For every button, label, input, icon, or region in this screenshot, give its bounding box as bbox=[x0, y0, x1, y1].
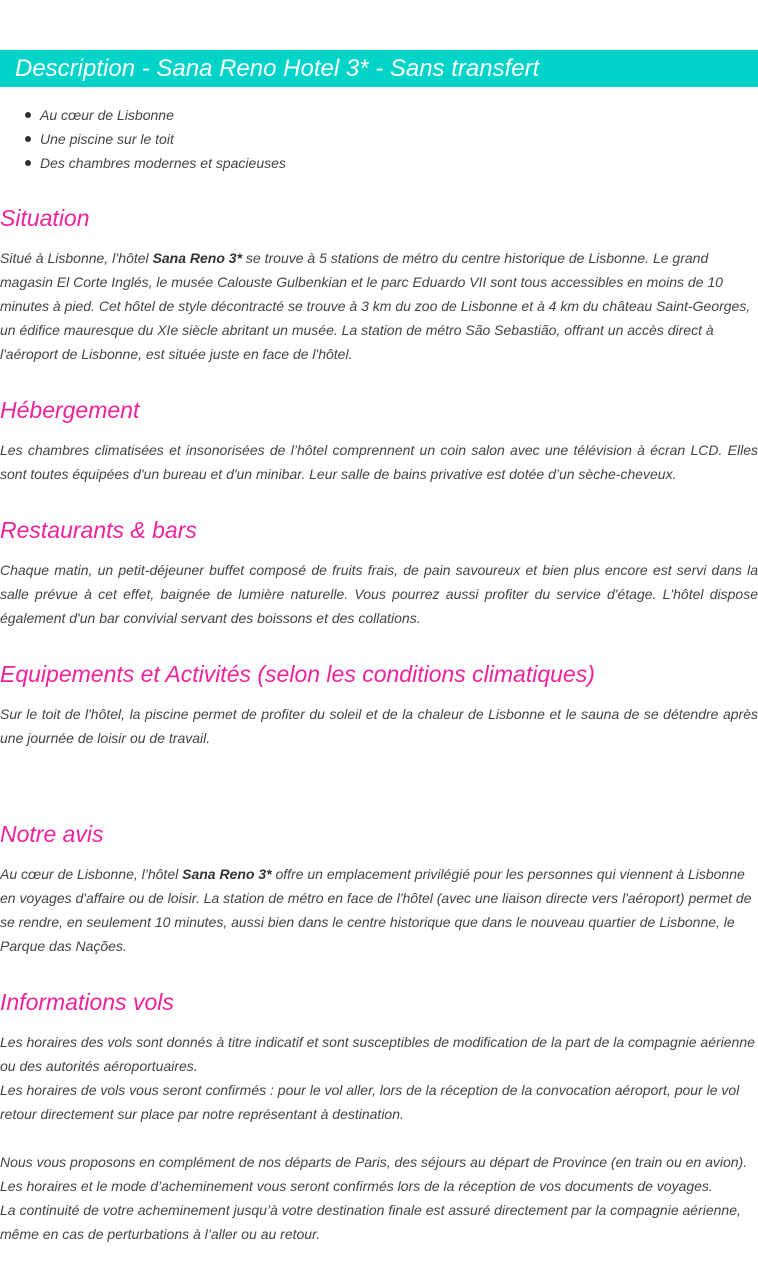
highlight-text: Au cœur de Lisbonne bbox=[40, 107, 174, 123]
equipements-section bbox=[0, 659, 758, 750]
vols-heading: Informations vols bbox=[0, 989, 174, 1015]
restaurants-heading: Restaurants & bars bbox=[0, 517, 197, 543]
avis-body: offre un emplacement privilégié pour les personnes qui viennent à Lisbonne en voyages d'affaire ou de loisir. La station de métro en face de l'hôtel (avec une liaison directe vers l'aéroport) permet de se rendre, en seulement 10 minutes, aussi bien dans le centre historique que dans le nouveau quartier de Lisbonne, le Parque das Nações. bbox=[0, 866, 752, 954]
situation-body: se trouve à 5 stations de métro du centre historique de Lisbonne. Le grand magasin El Corte Inglés, le musée Calouste Gulbenkian et le parc Eduardo VII sont tous accessibles en moins de 10 minutes à pied. Cet hôtel de style décontracté se trouve à 3 km du zoo de Lisbonne et à 4 km du château Saint-Georges, un édifice mauresque du XIe siècle abritant un musée. La station de métro São Sebastião, offrant un accès direct à l'aéroport de Lisbonne, est située juste en face de l'hôtel. bbox=[0, 250, 751, 362]
vols-text-3: Nous vous proposons en complément de nos départs de Paris, des séjours au départ de Province (en train ou en avion). bbox=[0, 1154, 748, 1170]
vols-text-1: Les horaires des vols sont donnés à titre indicatif et sont susceptibles de modification de la part de la compagnie aérienne ou des autorités aéroportuaires. bbox=[0, 1034, 755, 1074]
situation-heading: Situation bbox=[0, 205, 90, 231]
restaurants-section bbox=[0, 515, 758, 630]
equipements-text: Sur le toit de l'hôtel, la piscine permet de profiter du soleil et de la chaleur de Lisbonne et le sauna de se détendre après une journée de loisir ou de travail. bbox=[0, 706, 758, 746]
list-item bbox=[0, 127, 758, 151]
hotel-name: Sana Reno 3* bbox=[182, 866, 272, 882]
vols-section bbox=[0, 987, 758, 1246]
bullet-icon bbox=[25, 160, 31, 166]
page-title: Description - Sana Reno Hotel 3* - Sans transfert bbox=[15, 55, 540, 82]
highlight-text: Une piscine sur le toit bbox=[40, 131, 174, 147]
hebergement-text: Les chambres climatisées et insonorisées de l’hôtel comprennent un coin salon avec une télévision à écran LCD. Elles sont toutes équipées d'un bureau et d'un minibar. Leur salle de bains privative est dotée d’un sèche-cheveux. bbox=[0, 442, 758, 482]
avis-section bbox=[0, 819, 758, 958]
vols-text-4: Les horaires et le mode d’acheminement vous seront confirmés lors de la réception de vos documents de voyages. bbox=[0, 1178, 713, 1194]
situation-section bbox=[0, 203, 758, 366]
list-item bbox=[0, 103, 758, 127]
bullet-icon bbox=[25, 136, 31, 142]
restaurants-text: Chaque matin, un petit-déjeuner buffet composé de fruits frais, de pain savoureux et bien plus encore est servi dans la salle prévue à cet effet, baignée de lumière naturelle. Vous pourrez aussi profiter du service d'étage. L'hôtel dispose également d'un bar convivial servant des boissons et des collations. bbox=[0, 562, 758, 626]
highlight-text: Des chambres modernes et spacieuses bbox=[40, 155, 286, 171]
vols-text-2: Les horaires de vols vous seront confirmés : pour le vol aller, lors de la réception de la convocation aéroport, pour le vol retour directement sur place par notre représentant à destination. bbox=[0, 1082, 740, 1122]
vols-text-5: La continuité de votre acheminement jusqu’à votre destination finale est assuré directement par la compagnie aérienne, même en cas de perturbations à l’aller ou au retour. bbox=[0, 1202, 741, 1242]
hebergement-section bbox=[0, 395, 758, 486]
avis-text bbox=[0, 862, 758, 958]
list-item bbox=[0, 151, 758, 175]
hebergement-heading: Hébergement bbox=[0, 397, 140, 423]
equipements-heading: Equipements et Activités (selon les conditions climatiques) bbox=[0, 661, 595, 687]
highlights-list bbox=[0, 103, 758, 175]
avis-prefix: Au cœur de Lisbonne, l’hôtel bbox=[0, 866, 183, 882]
description-banner bbox=[0, 50, 758, 87]
hotel-name: Sana Reno 3* bbox=[152, 250, 243, 266]
avis-heading: Notre avis bbox=[0, 821, 104, 847]
situation-text bbox=[0, 246, 758, 366]
bullet-icon bbox=[25, 112, 31, 118]
situation-prefix: Situé à Lisbonne, l’hôtel bbox=[0, 250, 153, 266]
